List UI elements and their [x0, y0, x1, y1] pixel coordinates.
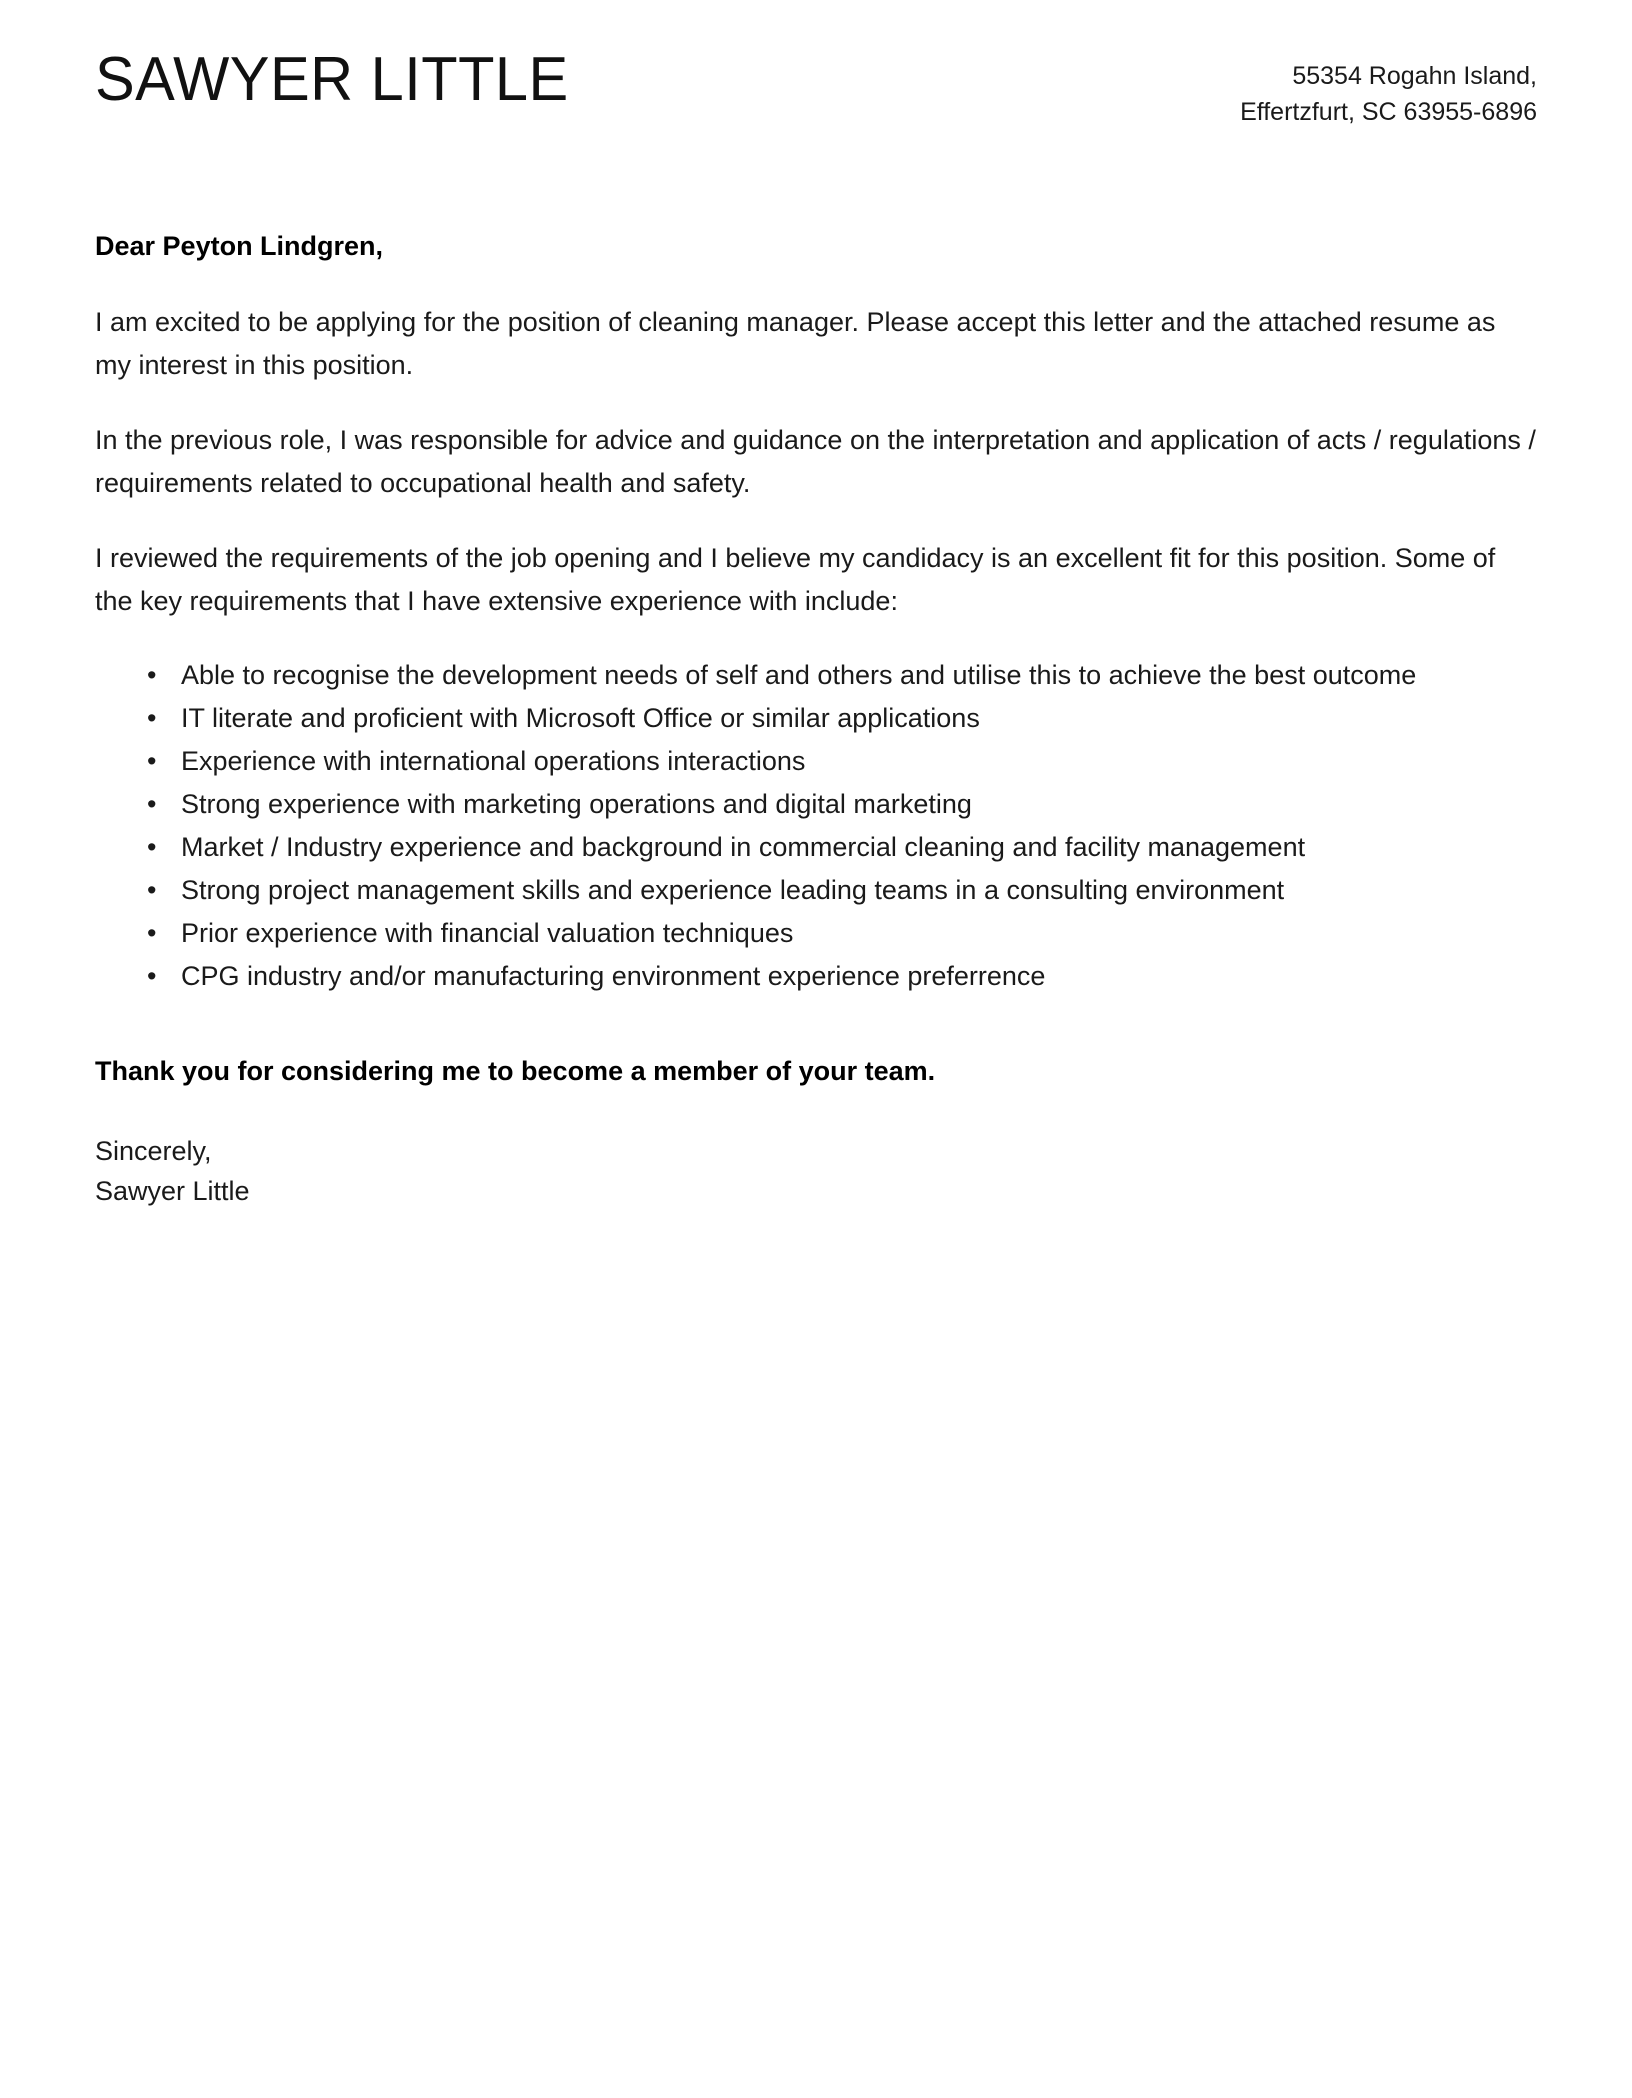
letter-sheet — [95, 0, 1537, 1211]
applicant-name: SAWYER LITTLE — [95, 45, 569, 114]
signature-block — [95, 1131, 1537, 1211]
signoff-valediction: Sincerely, — [95, 1136, 212, 1166]
body-paragraph-2: In the previous role, I was responsible for advice and guidance on the interpretation and application of acts / regulations / requirements related to occupational health and safety. — [95, 425, 1536, 498]
requirements-list — [95, 655, 1537, 997]
list-item: • Strong project management skills and experience leading teams in a consulting environment — [147, 870, 1537, 911]
list-item: • Market / Industry experience and background in commercial cleaning and facility management — [147, 827, 1537, 868]
list-item: • Able to recognise the development needs of self and others and utilise this to achieve the best outcome — [147, 655, 1537, 696]
signoff-name: Sawyer Little — [95, 1176, 250, 1206]
body-paragraph-3: I reviewed the requirements of the job opening and I believe my candidacy is an excellent fit for this position. Some of the key requirements that I have extensive experience with include: — [95, 543, 1496, 616]
list-item: • CPG industry and/or manufacturing environment experience preferrence — [147, 956, 1537, 997]
applicant-address — [1240, 44, 1537, 130]
address-line-2: Effertzfurt, SC 63955-6896 — [1240, 98, 1537, 126]
body-paragraph-1: I am excited to be applying for the position of cleaning manager. Please accept this letter and the attached resume as my interest in this position. — [95, 307, 1496, 380]
letter-body — [95, 227, 1537, 1211]
salutation: Dear Peyton Lindgren, — [95, 231, 384, 261]
address-line-1: 55354 Rogahn Island, — [1292, 62, 1537, 90]
closing-statement: Thank you for considering me to become a member of your team. — [95, 1056, 936, 1086]
letter-header — [95, 0, 1537, 130]
list-item: • Strong experience with marketing operations and digital marketing — [147, 784, 1537, 825]
list-item: • Experience with international operations interactions — [147, 741, 1537, 782]
list-item: • IT literate and proficient with Microsoft Office or similar applications — [147, 698, 1537, 739]
list-item: • Prior experience with financial valuation techniques — [147, 913, 1537, 954]
